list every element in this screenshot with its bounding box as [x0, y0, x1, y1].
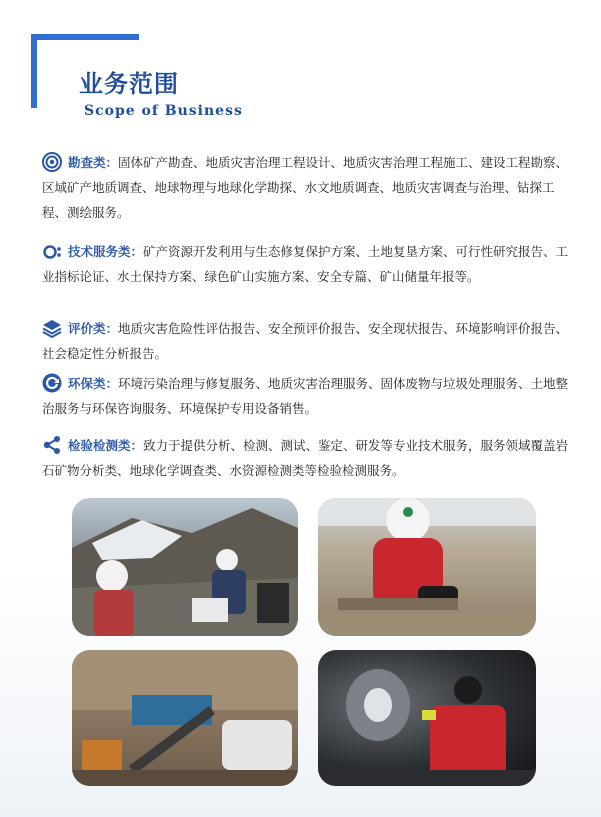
page-title: 业务范围: [79, 70, 179, 98]
section-text: 环境污染治理与修复服务、地质灾害治理服务、固体废物与垃圾处理服务、土地整治服务与环保咨询服务、环境保护专用设备销售。: [42, 376, 569, 416]
section-testing: [42, 433, 572, 483]
section-head: 检验检测类：: [68, 438, 144, 453]
section-evaluation: [42, 316, 572, 366]
share-icon: [42, 435, 62, 455]
dots-icon: [42, 241, 62, 261]
layers-icon: [42, 318, 62, 338]
section-text: 矿产资源开发利用与生态修复保护方案、土地复垦方案、可行性研究报告、工业指标论证、水土保持方案、绿色矿山实施方案、安全专篇、矿山储量年报等。: [42, 244, 569, 284]
section-tech-service: [42, 239, 572, 289]
section-text: 固体矿产勘查、地质灾害治理工程设计、地质灾害治理工程施工、建设工程勘察、区域矿产地质调查、地球物理与地球化学勘探、水文地质调查、地质灾害调查与治理、钻探工程、测绘服务。: [42, 155, 569, 220]
refresh-icon: [42, 373, 62, 393]
sampling-photo: [318, 498, 536, 636]
section-head: 环保类：: [68, 376, 119, 391]
section-head: 评价类：: [68, 321, 119, 336]
section-head: 勘查类：: [68, 155, 119, 170]
field-survey-photo: [72, 498, 298, 636]
target-icon: [42, 152, 62, 172]
section-head: 技术服务类：: [68, 244, 144, 259]
corner-bar-horizontal: [31, 34, 139, 40]
corner-bar-vertical: [31, 34, 37, 108]
drilling-rig-photo: [72, 650, 298, 786]
section-text: 致力于提供分析、检测、测试、鉴定、研发等专业技术服务，服务领域覆盖岩石矿物分析类、地球化学调查类、水资源检测类等检验检测服务。: [42, 438, 569, 478]
tunnel-inspection-photo: [318, 650, 536, 786]
page-subtitle: Scope of Business: [84, 103, 243, 119]
section-text: 地质灾害危险性评估报告、安全预评价报告、安全现状报告、环境影响评价报告、社会稳定性分析报告。: [42, 321, 569, 361]
section-survey: [42, 150, 572, 225]
section-environmental: [42, 371, 572, 421]
